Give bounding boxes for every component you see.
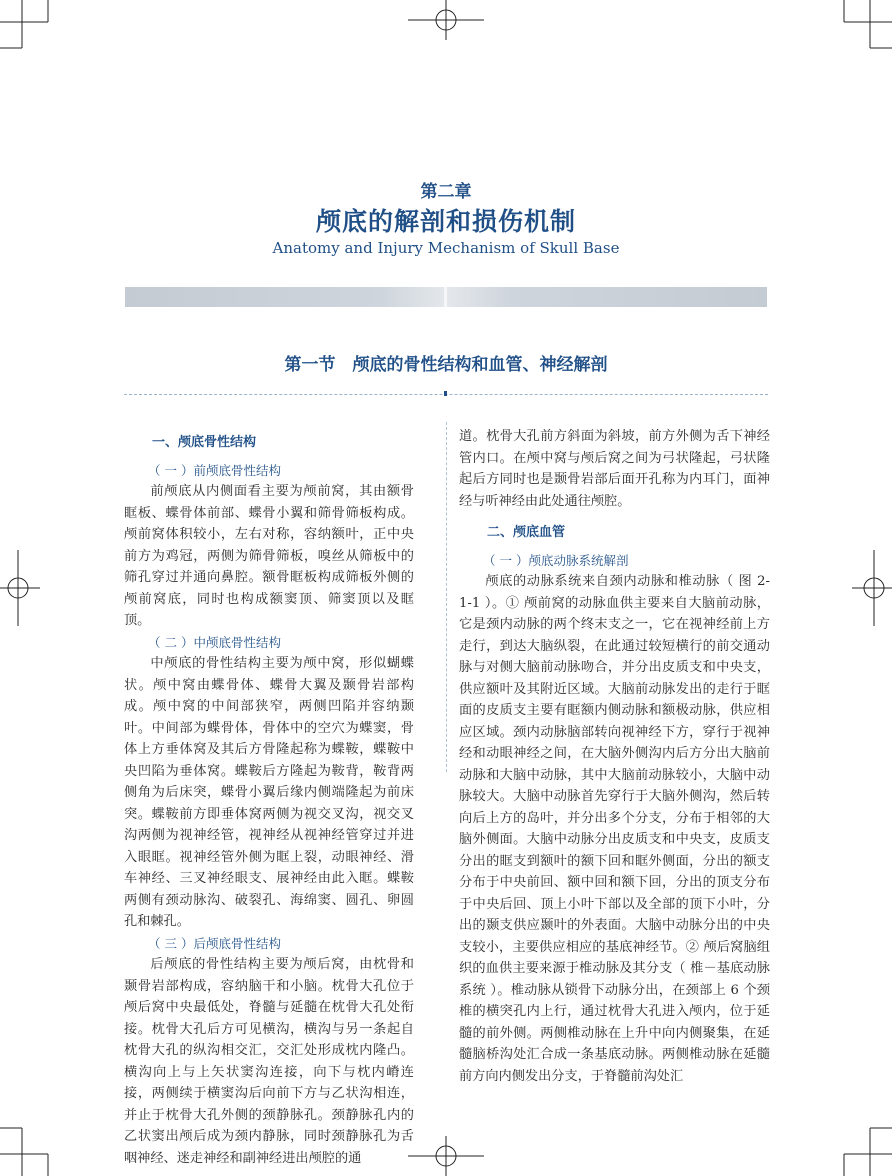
paragraph-anterior: 前颅底从内侧面看主要为颅前窝，其由额骨眶板、蝶骨体前部、蝶骨小翼和筛骨筛板构成。颅前窝体积较小，左右对称，容纳额叶，正中央前方为鸡冠，两侧为筛骨筛板，嗅丝从筛板中的筛孔穿过并通向鼻腔。额骨眶板构成筛板外侧的颅前窝底，同时也构成额窦顶、筛窦顶以及眶顶。 — [124, 484, 414, 628]
paragraph-arterial-system: 颅底的动脉系统来自颈内动脉和椎动脉（ 图 2-1-1 ）。① 颅前窝的动脉血供主要来自大脑前动脉，它是颈内动脉的两个终末支之一，它在视神经前上方走行，到达大脑纵裂，在此通过较短横行的前交通动脉与对侧大脑前动脉吻合，并分出皮质支和中央支，供应额叶及其附近区域。大脑前动脉发出的走行于眶面的皮质支主要有眶额内侧动脉和额极动脉，供应相应区域。颈内动脉脑部转向视神经下方，穿行于视神经和动眼神经之间，在大脑外侧沟内后方分出大脑前动脉和大脑中动脉，其中大脑前动脉较小，大脑中动脉较大。大脑中动脉首先穿行于大脑外侧沟，然后转向后上方的岛叶，并分出多个分支，分布于相邻的大脑外侧面。大脑中动脉分出皮质支和中央支，皮质支分出的眶支到额叶的额下回和眶外侧面，分出的额支分布于中央前回、额中回和额下回，分出的顶支分布于中央后回、顶上小叶下部以及全部的顶下小叶，分出的颞支供应颞叶的外表面。大脑中动脉分出的中央支较小，主要供应相应的基底神经节。② 颅后窝脑组织的血供主要来源于椎动脉及其分支（ 椎－基底动脉系统 ）。椎动脉从锁骨下动脉分出，在颈部上 6 个颈椎的横突孔内上行，通过枕骨大孔进入颅内，位于延髓的前外侧。两侧椎动脉在上升中向内侧聚集，在延髓脑桥沟处汇合成一条基底动脉。两侧椎动脉在延髓前方向内侧发出分支，于脊髓前沟处汇 — [459, 574, 770, 1084]
banner-center-mark — [444, 287, 447, 307]
chapter-subtitle: Anatomy and Injury Mechanism of Skull Base — [272, 239, 620, 257]
heading-blood-vessels: 二、颅底血管 — [487, 525, 566, 540]
subheading-arterial-system: （ 一 ）颅底动脉系统解剖 — [483, 552, 629, 568]
divider-center-mark — [444, 391, 447, 396]
right-column — [459, 426, 770, 1087]
paragraph-posterior: 后颅底的骨性结构主要为颅后窝，由枕骨和颞骨岩部构成，容纳脑干和小脑。枕骨大孔位于颅后窝中央最低处，脊髓与延髓在枕骨大孔处衔接。枕骨大孔后方可见横沟，横沟与另一条起自枕骨大孔的纵沟相交汇，交汇处形成枕内隆凸。横沟向上与上矢状窦沟连接，向下与枕内嵴连接，两侧续于横窦沟后向前下方与乙状沟相连，并止于枕骨大孔外侧的颈静脉孔。颈静脉孔内的乙状窦出颅后成为颈内静脉，同时颈静脉孔为舌咽神经、迷走神经和副神经进出颅腔的通 — [124, 957, 414, 1166]
chapter-title: 颅底的解剖和损伤机制 — [315, 207, 576, 236]
column-rule — [446, 422, 447, 772]
section-title: 第一节 颅底的骨性结构和血管、神经解剖 — [284, 355, 608, 375]
subheading-middle-skull-base: （ 二 ）中颅底骨性结构 — [148, 634, 281, 650]
paragraph-middle: 中颅底的骨性结构主要为颅中窝，形似蝴蝶状。颅中窝由蝶骨体、蝶骨大翼及颞骨岩部构成。颅中窝的中间部狭窄，两侧凹陷并容纳颞叶。中间部为蝶骨体，骨体中的空穴为蝶窦，骨体上方垂体窝及其后方骨隆起称为蝶鞍，蝶鞍中央凹陷为垂体窝。蝶鞍后方隆起为鞍背，鞍背两侧角为后床突，蝶骨小翼后缘内侧端隆起为前床突。蝶鞍前方即垂体窝两侧为视交叉沟，视交叉沟两侧为视神经管，视神经从视神经管穿过并进入眼眶。视神经管外侧为眶上裂，动眼神经、滑车神经、三叉神经眼支、展神经由此入眶。蝶鞍两侧有颈动脉沟、破裂孔、海绵窦、圆孔、卵圆孔和棘孔。 — [124, 656, 414, 929]
subheading-anterior-skull-base: （ 一 ）前颅底骨性结构 — [148, 462, 281, 478]
heading-bone-structure: 一、颅底骨性结构 — [152, 435, 257, 450]
paragraph-continuation: 道。枕骨大孔前方斜面为斜坡，前方外侧为舌下神经管内口。在颅中窝与颅后窝之间为弓状隆起，弓状隆起后方同时也是颞骨岩部后面开孔称为内耳门，面神经与听神经由此处通往颅腔。 — [459, 429, 770, 509]
chapter-label: 第二章 — [420, 182, 472, 202]
subheading-posterior-skull-base: （ 三 ）后颅底骨性结构 — [148, 935, 281, 951]
left-column — [124, 432, 414, 1169]
